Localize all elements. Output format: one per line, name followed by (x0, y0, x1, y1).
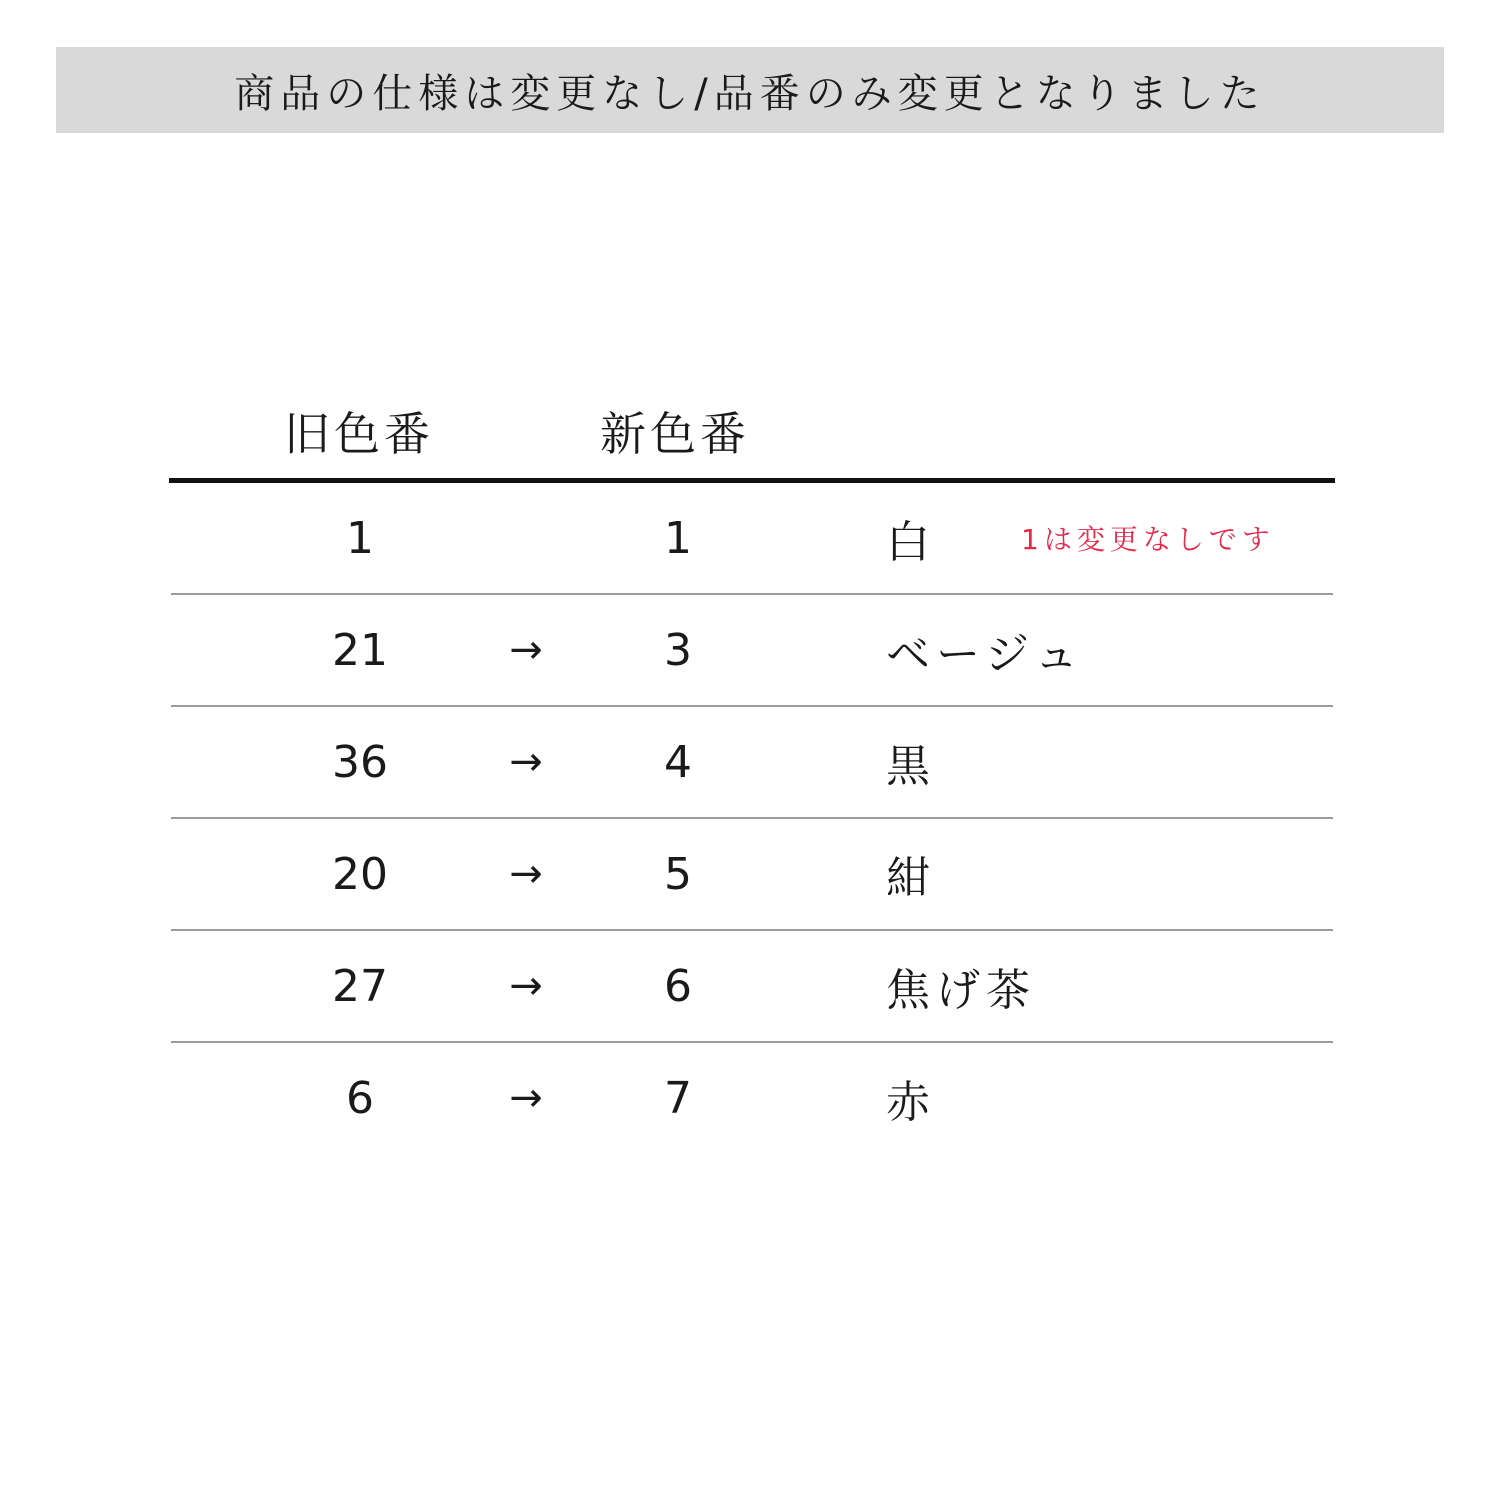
new-number: 7 (664, 1072, 692, 1124)
color-name: 紺 (886, 853, 936, 904)
arrow-icon: → (509, 739, 543, 785)
table-row (171, 1043, 1333, 1153)
old-number: 1 (346, 512, 374, 564)
unchanged-note: 1は変更なしです (1021, 523, 1275, 556)
table-row (171, 483, 1333, 595)
old-number: 36 (332, 736, 388, 788)
color-name: 赤 (886, 1077, 936, 1128)
old-number: 27 (332, 960, 388, 1012)
color-name: ベージュ (886, 629, 1085, 680)
arrow-icon: → (509, 963, 543, 1009)
new-color-number-header: 新色番 (600, 407, 750, 461)
table-row (171, 819, 1333, 931)
notice-banner (56, 47, 1444, 133)
color-name: 焦げ茶 (886, 965, 1036, 1016)
color-name: 黒 (886, 741, 936, 792)
old-number: 6 (346, 1072, 374, 1124)
old-number: 20 (332, 848, 388, 900)
new-number: 3 (664, 624, 692, 676)
new-number: 1 (664, 512, 692, 564)
table-row (171, 707, 1333, 819)
arrow-icon: → (509, 851, 543, 897)
color-number-table (171, 483, 1333, 1153)
table-row (171, 931, 1333, 1043)
new-number: 4 (664, 736, 692, 788)
notice-text: 商品の仕様は変更なし/品番のみ変更となりました (234, 70, 1266, 117)
old-number: 21 (332, 624, 388, 676)
table-row (171, 595, 1333, 707)
arrow-icon: → (509, 627, 543, 673)
arrow-icon (491, 483, 561, 593)
old-color-number-header: 旧色番 (284, 407, 434, 461)
new-number: 5 (664, 848, 692, 900)
new-number: 6 (664, 960, 692, 1012)
color-name: 白 (886, 517, 936, 568)
arrow-icon: → (509, 1075, 543, 1121)
